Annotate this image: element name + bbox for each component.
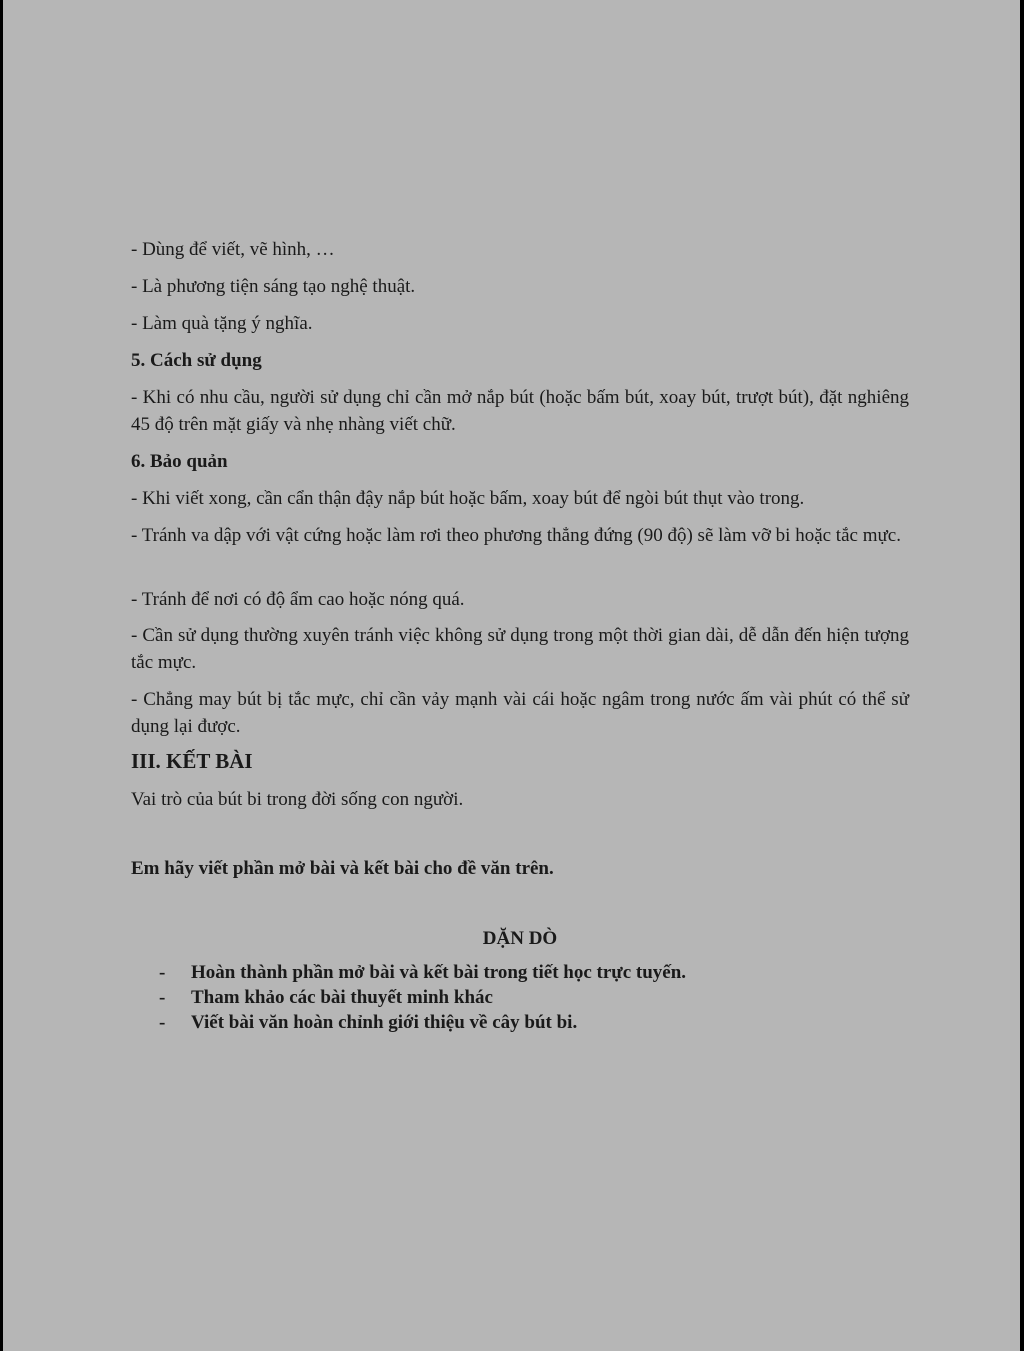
section6-title: 6. Bảo quản [131,451,228,472]
task-instruction: Em hãy viết phần mở bài và kết bài cho đề văn trên. [131,858,554,879]
homework-list [131,960,909,1035]
usage-item: - Là phương tiện sáng tạo nghệ thuật. [131,276,416,297]
homework-item [131,985,909,1010]
homework-item-text: Viết bài văn hoàn chỉnh giới thiệu về cây bút bi. [191,1012,578,1033]
section6-item: - Tránh va dập với vật cứng hoặc làm rơi theo phương thẳng đứng (90 độ) sẽ làm vỡ bi hoặc tắc mực. [131,525,901,546]
section6-item: - Chẳng may bút bị tắc mực, chỉ cần vảy mạnh vài cái hoặc ngâm trong nước ấm vài phút có thể sử dụng lại được. [131,689,909,737]
document-page [3,0,1020,1351]
usage-item: - Làm quà tặng ý nghĩa. [131,313,313,334]
section5-text: - Khi có nhu cầu, người sử dụng chỉ cần mở nắp bút (hoặc bấm bút, xoay bút, trượt bút), đặt nghiêng 45 độ trên mặt giấy và nhẹ nhàng viết chữ. [131,387,909,435]
homework-item [131,1010,909,1035]
section6-item: - Tránh để nơi có độ ẩm cao hoặc nóng quá. [131,589,465,610]
list-dash: - [159,962,166,983]
section6-item: - Cần sử dụng thường xuyên tránh việc không sử dụng trong một thời gian dài, dễ dẫn đến hiện tượng tắc mực. [131,625,909,673]
list-dash: - [159,987,166,1008]
section5-title: 5. Cách sử dụng [131,350,262,371]
list-dash: - [159,1012,166,1033]
homework-item-text: Hoàn thành phần mở bài và kết bài trong tiết học trực tuyến. [191,962,687,983]
section6-item: - Khi viết xong, cần cẩn thận đậy nắp bút hoặc bấm, xoay bút để ngòi bút thụt vào trong. [131,488,805,509]
homework-item-text: Tham khảo các bài thuyết minh khác [191,987,493,1008]
conclusion-text: Vai trò của bút bi trong đời sống con người. [131,789,464,810]
conclusion-title: III. KẾT BÀI [131,749,253,773]
homework-item [131,960,909,985]
usage-item: - Dùng để viết, vẽ hình, … [131,239,335,260]
homework-title: DẶN DÒ [482,928,558,949]
